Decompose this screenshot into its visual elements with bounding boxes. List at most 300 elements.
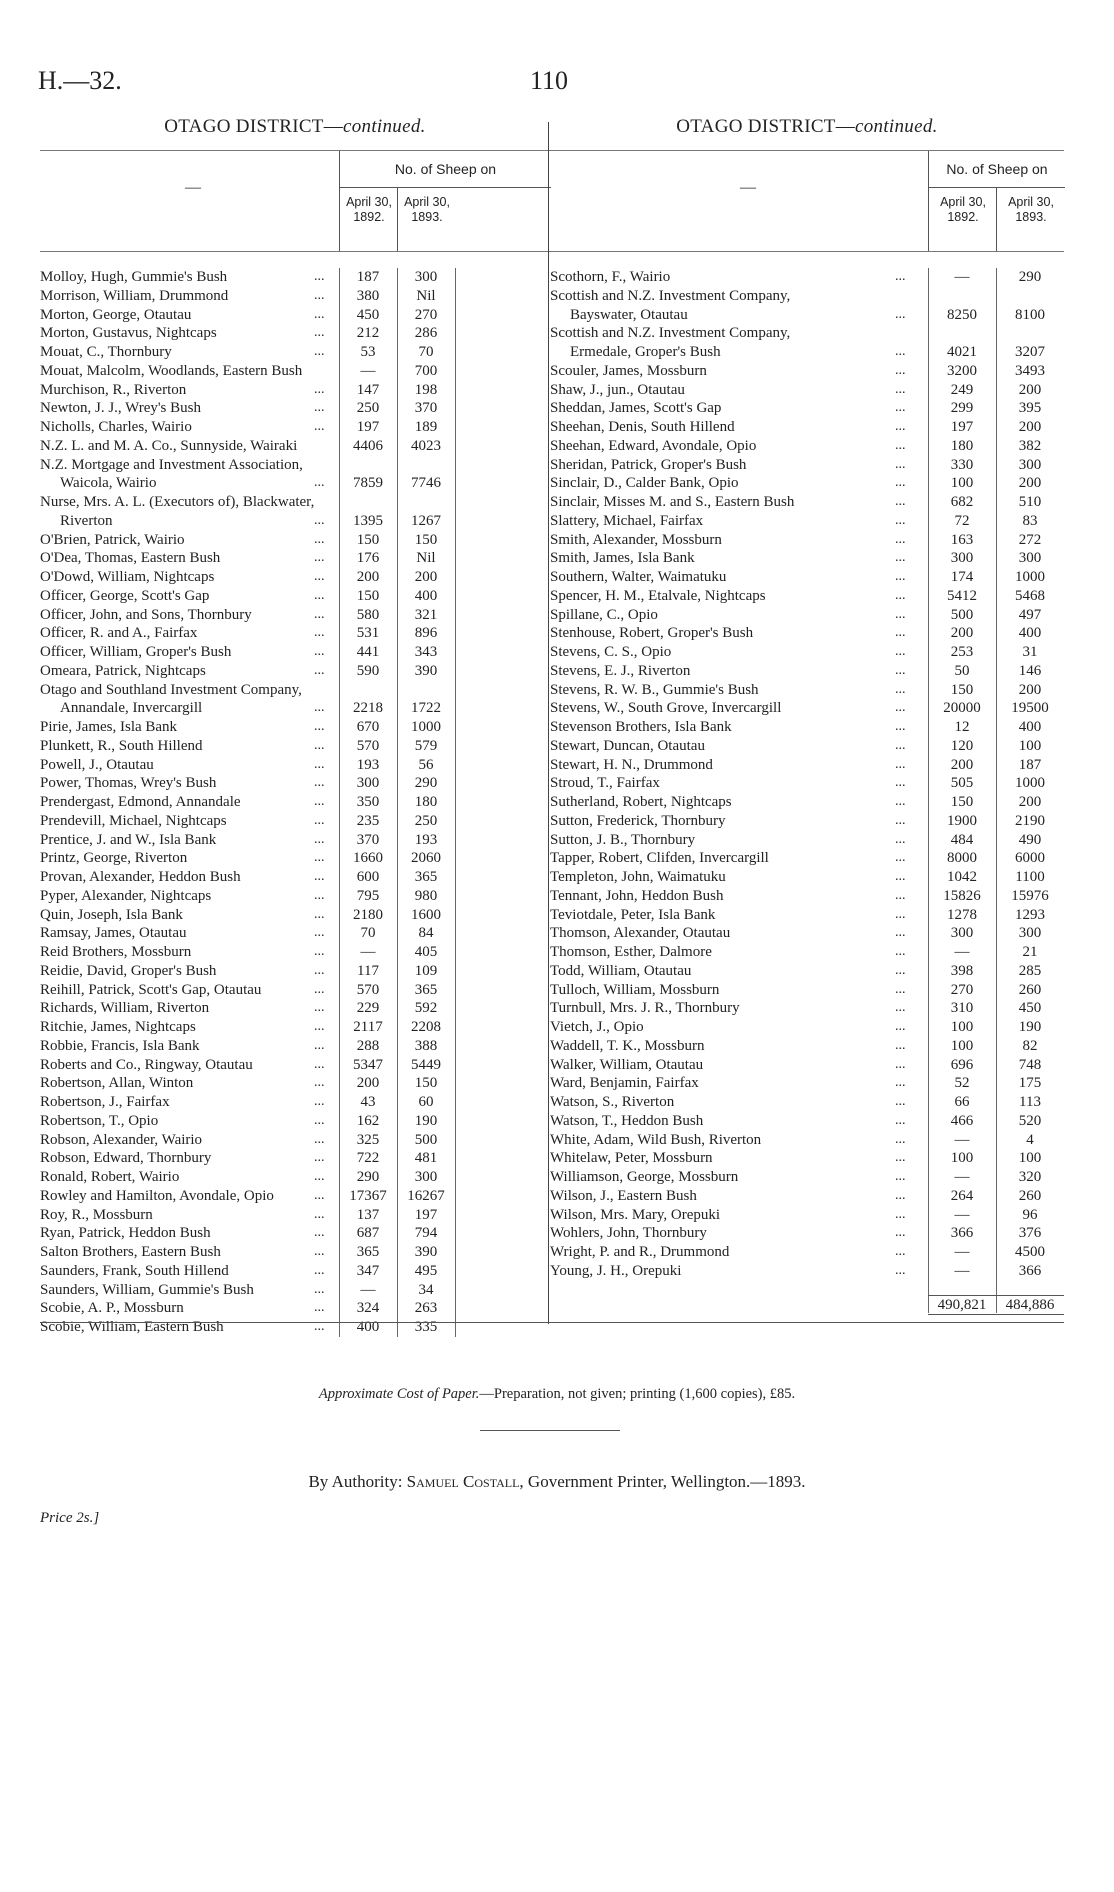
table-row bbox=[40, 1168, 550, 1187]
owner-name: Robbie, Francis, Isla Bank bbox=[40, 1037, 200, 1054]
owner-name: Power, Thomas, Wrey's Bush bbox=[40, 775, 217, 792]
sheep-1893: 2190 bbox=[1015, 812, 1045, 829]
owner-name: Officer, George, Scott's Gap bbox=[40, 587, 210, 604]
sheep-1893: 400 bbox=[1018, 625, 1042, 642]
sheep-1892: 290 bbox=[356, 1169, 380, 1185]
sheep-1892: 162 bbox=[356, 1112, 380, 1129]
owner-name: Officer, John, and Sons, Thornbury bbox=[40, 606, 252, 623]
sheep-1892: 682 bbox=[950, 494, 974, 510]
owner-name: Prendergast, Edmond, Annandale bbox=[40, 794, 241, 810]
table-row bbox=[40, 493, 550, 512]
sheep-1893: 405 bbox=[414, 944, 438, 960]
leader-dots: ... bbox=[314, 344, 325, 359]
table-row bbox=[40, 306, 550, 325]
owner-name: Wohlers, John, Thornbury bbox=[550, 1225, 707, 1242]
sheep-1893: 390 bbox=[414, 1244, 438, 1260]
table-row bbox=[40, 587, 550, 606]
sheep-1893: 180 bbox=[414, 794, 438, 810]
sheep-1892: 66 bbox=[954, 1094, 970, 1110]
table-row bbox=[40, 531, 550, 550]
sheep-1892: 200 bbox=[950, 625, 974, 642]
sheep-1892: 163 bbox=[950, 531, 974, 548]
sheep-1893: 113 bbox=[1019, 1094, 1041, 1110]
table-row bbox=[40, 681, 550, 700]
sheep-1893: 300 bbox=[1018, 925, 1042, 942]
sheep-1893: 390 bbox=[414, 662, 438, 679]
owner-name: White, Adam, Wild Bush, Riverton bbox=[550, 1131, 762, 1148]
owner-name: Young, J. H., Orepuki bbox=[550, 1262, 682, 1279]
leader-dots: ... bbox=[895, 831, 906, 847]
sheep-1893: 100 bbox=[1018, 737, 1042, 754]
owner-name: N.Z. L. and M. A. Co., Sunnyside, Wairaki bbox=[40, 437, 298, 454]
leader-dots: ... bbox=[314, 1319, 325, 1334]
owner-name: Morrison, William, Drummond bbox=[40, 287, 229, 304]
owner-name: Murchison, R., Riverton bbox=[40, 381, 187, 398]
owner-name: Annandale, Invercargill bbox=[60, 700, 203, 717]
sheep-1893: 321 bbox=[414, 606, 438, 623]
leader-dots: ... bbox=[314, 1262, 325, 1278]
table-row bbox=[40, 643, 550, 662]
sheep-1893: 366 bbox=[1018, 1262, 1042, 1279]
table-row bbox=[550, 868, 1064, 887]
owner-name: Spillane, C., Opio bbox=[550, 606, 658, 623]
sheep-1892: 43 bbox=[360, 1094, 376, 1110]
leader-dots: ... bbox=[314, 306, 325, 322]
leader-dots: ... bbox=[895, 1000, 906, 1016]
sheep-1893: 19500 bbox=[1011, 700, 1049, 717]
leader-dots: ... bbox=[314, 737, 325, 753]
leader-dots: ... bbox=[895, 1037, 906, 1053]
table-row bbox=[40, 662, 550, 681]
owner-name: Watson, S., Riverton bbox=[550, 1094, 675, 1110]
leader-dots: ... bbox=[895, 1075, 906, 1091]
table-row bbox=[550, 1093, 1064, 1112]
owner-name: Officer, R. and A., Fairfax bbox=[40, 625, 198, 642]
sheep-1893: 1000 bbox=[1015, 569, 1045, 585]
owner-name: Ramsay, James, Otautau bbox=[40, 925, 187, 942]
leader-dots: ... bbox=[895, 400, 906, 416]
sheep-1893: 388 bbox=[414, 1037, 438, 1054]
owner-name: Smith, James, Isla Bank bbox=[550, 550, 695, 567]
table-row bbox=[550, 1224, 1064, 1243]
sheep-1892: 120 bbox=[950, 737, 974, 754]
table-row bbox=[550, 999, 1064, 1018]
leader-dots: ... bbox=[314, 869, 325, 884]
leader-dots: ... bbox=[895, 662, 906, 678]
leader-dots: ... bbox=[895, 587, 906, 603]
owner-name: Ritchie, James, Nightcaps bbox=[40, 1019, 196, 1035]
sheep-1892: 137 bbox=[356, 1206, 380, 1223]
sheep-1893: 34 bbox=[418, 1281, 434, 1298]
table-row bbox=[40, 981, 550, 1000]
sheep-1892: 696 bbox=[950, 1056, 974, 1073]
table-row bbox=[550, 812, 1064, 831]
authority-line: By Authority: Samuel Costall, Government Printer, Wellington.—1893. bbox=[308, 1472, 806, 1491]
leader-dots: ... bbox=[314, 1150, 325, 1166]
leader-dots: ... bbox=[314, 1075, 325, 1091]
sheep-1893: 5449 bbox=[411, 1056, 441, 1073]
leader-dots: ... bbox=[314, 625, 325, 641]
sheep-1892: 299 bbox=[950, 400, 974, 417]
leader-dots: ... bbox=[314, 1112, 325, 1128]
table-row bbox=[550, 268, 1064, 287]
sheep-1893: 365 bbox=[414, 869, 438, 885]
owner-name: Stroud, T., Fairfax bbox=[550, 775, 660, 792]
table-row bbox=[550, 568, 1064, 587]
sheep-1893: 175 bbox=[1018, 1075, 1042, 1092]
owner-name: Thomson, Esther, Dalmore bbox=[550, 944, 712, 960]
owner-name: Nicholls, Charles, Wairio bbox=[40, 419, 192, 435]
owner-name: Sinclair, Misses M. and S., Eastern Bush bbox=[550, 494, 795, 510]
leader-dots: ... bbox=[314, 1225, 325, 1241]
col-1893-header: April 30, 1893. bbox=[996, 187, 1065, 251]
leader-dots: ... bbox=[314, 906, 325, 922]
owner-name: Stewart, H. N., Drummond bbox=[550, 756, 713, 773]
owner-name: Sinclair, D., Calder Bank, Opio bbox=[550, 475, 739, 492]
table-row bbox=[40, 1074, 550, 1093]
sheep-1892: 4406 bbox=[353, 437, 383, 454]
sheep-1892: 53 bbox=[360, 344, 376, 360]
sheep-1892: 70 bbox=[360, 925, 376, 942]
leader-dots: ... bbox=[895, 1262, 906, 1278]
table-row bbox=[40, 399, 550, 418]
sheep-1893: 200 bbox=[1018, 381, 1042, 398]
owner-name: Sheddan, James, Scott's Gap bbox=[550, 400, 722, 417]
leader-dots: ... bbox=[895, 381, 906, 397]
sheep-1893: 2060 bbox=[411, 850, 441, 867]
leader-dots: ... bbox=[895, 569, 906, 584]
sheep-1893: 200 bbox=[1018, 419, 1042, 435]
sheep-1893: 700 bbox=[414, 362, 438, 379]
owner-name: Turnbull, Mrs. J. R., Thornbury bbox=[550, 1000, 740, 1017]
total-1892: 490,821 bbox=[928, 1295, 996, 1316]
sheep-1892: — bbox=[954, 1169, 970, 1185]
table-row bbox=[550, 624, 1064, 643]
leader-dots: ... bbox=[314, 981, 325, 997]
table-row bbox=[40, 1299, 550, 1318]
table-row bbox=[40, 718, 550, 737]
sheep-1892: 50 bbox=[954, 662, 970, 679]
sheep-1893: 200 bbox=[1018, 475, 1042, 492]
owner-name: Shaw, J., jun., Otautau bbox=[550, 381, 685, 398]
district-heading: OTAGO DISTRICT—continued. bbox=[676, 116, 938, 137]
leader-dots: ... bbox=[895, 700, 906, 716]
sheep-1892: 100 bbox=[950, 1019, 974, 1035]
sheep-1893: 4 bbox=[1026, 1131, 1034, 1148]
sheep-1893: 250 bbox=[414, 812, 438, 829]
leader-dots: ... bbox=[314, 1281, 325, 1297]
owner-name: Newton, J. J., Wrey's Bush bbox=[40, 400, 201, 417]
table-row bbox=[550, 981, 1064, 1000]
sheep-1892: 722 bbox=[356, 1150, 380, 1167]
sheep-1893: 370 bbox=[414, 400, 438, 417]
owner-name: Sheridan, Patrick, Groper's Bush bbox=[550, 456, 747, 473]
leader-dots: ... bbox=[314, 756, 325, 772]
table-row bbox=[40, 831, 550, 850]
table-body bbox=[40, 268, 550, 1337]
leader-dots: ... bbox=[314, 887, 325, 903]
table-row bbox=[40, 268, 550, 287]
owner-name: Smith, Alexander, Mossburn bbox=[550, 531, 722, 548]
owner-name: Richards, William, Riverton bbox=[40, 1000, 210, 1017]
owner-name: Stevenson Brothers, Isla Bank bbox=[550, 719, 732, 735]
leader-dots: ... bbox=[895, 1187, 906, 1203]
leader-dots: ... bbox=[314, 794, 325, 809]
table-row bbox=[550, 737, 1064, 756]
sheep-1892: 8250 bbox=[947, 306, 977, 323]
sheep-1892: 2218 bbox=[353, 700, 383, 717]
sheep-1892: 347 bbox=[356, 1262, 380, 1279]
table-row bbox=[40, 962, 550, 981]
total-1893: 484,886 bbox=[996, 1295, 1064, 1316]
table-row bbox=[40, 437, 550, 456]
table-row bbox=[550, 381, 1064, 400]
sheep-1893: 198 bbox=[414, 381, 438, 398]
table-row bbox=[550, 1018, 1064, 1037]
table-row bbox=[40, 1224, 550, 1243]
sheep-1893: 189 bbox=[414, 419, 438, 435]
table-row bbox=[550, 1187, 1064, 1206]
table-header bbox=[550, 150, 1064, 252]
table-row bbox=[40, 868, 550, 887]
name-column-header: — bbox=[740, 179, 756, 196]
leader-dots: ... bbox=[314, 569, 325, 584]
sheep-1893: 300 bbox=[1018, 550, 1042, 567]
owner-name: Robertson, T., Opio bbox=[40, 1112, 159, 1129]
sheep-1892: 193 bbox=[356, 756, 380, 773]
cost-footnote bbox=[0, 1386, 1114, 1403]
sheep-1892: 187 bbox=[356, 269, 380, 285]
owner-name: Scouler, James, Mossburn bbox=[550, 362, 707, 379]
sheep-1893: 146 bbox=[1018, 662, 1042, 679]
sheep-1892: 5347 bbox=[353, 1056, 383, 1073]
sheep-1892: 200 bbox=[356, 1075, 380, 1092]
leader-dots: ... bbox=[314, 662, 325, 678]
sheep-1893: 260 bbox=[1018, 1187, 1042, 1204]
sheep-1892: 52 bbox=[954, 1075, 970, 1092]
sheep-1892: — bbox=[360, 362, 376, 379]
sheep-1892: — bbox=[954, 944, 970, 960]
footnote-text: —Preparation, not given; printing (1,600 copies), £85. bbox=[479, 1386, 796, 1402]
owner-name: Riverton bbox=[60, 512, 113, 529]
sheep-1893: 4500 bbox=[1015, 1244, 1045, 1260]
right-table bbox=[550, 112, 1064, 1313]
sheep-1893: 400 bbox=[1018, 719, 1042, 735]
sheep-1892: 300 bbox=[950, 925, 974, 942]
leader-dots: ... bbox=[314, 700, 325, 716]
sheep-1893: 82 bbox=[1022, 1037, 1038, 1054]
sheep-1892: 200 bbox=[950, 756, 974, 773]
table-row bbox=[550, 456, 1064, 475]
leader-dots: ... bbox=[314, 381, 325, 397]
owner-name: Ward, Benjamin, Fairfax bbox=[550, 1075, 699, 1092]
sheep-1892: 5412 bbox=[947, 587, 977, 604]
owner-name: Mouat, Malcolm, Woodlands, Eastern Bush bbox=[40, 362, 303, 379]
sheep-1892: — bbox=[954, 269, 970, 285]
sheep-1893: 382 bbox=[1018, 437, 1042, 454]
sheep-1893: 450 bbox=[1018, 1000, 1042, 1017]
leader-dots: ... bbox=[895, 437, 906, 453]
leader-dots: ... bbox=[314, 1244, 325, 1259]
sheep-1892: 324 bbox=[356, 1300, 380, 1317]
table-row bbox=[550, 662, 1064, 681]
owner-name: Stevens, E. J., Riverton bbox=[550, 662, 691, 679]
leader-dots: ... bbox=[895, 737, 906, 753]
table-row bbox=[550, 1074, 1064, 1093]
sheep-1893: 290 bbox=[414, 775, 438, 792]
table-row bbox=[550, 962, 1064, 981]
sheep-1892: 117 bbox=[357, 962, 379, 979]
leader-dots: ... bbox=[895, 944, 906, 959]
table-row bbox=[550, 887, 1064, 906]
table-row bbox=[550, 831, 1064, 850]
sheep-1893: 1100 bbox=[1015, 869, 1045, 885]
owner-name: Scobie, William, Eastern Bush bbox=[40, 1319, 224, 1335]
table-row bbox=[40, 1149, 550, 1168]
owner-name: Sheehan, Edward, Avondale, Opio bbox=[550, 437, 757, 454]
district-heading: OTAGO DISTRICT—continued. bbox=[164, 116, 426, 137]
owner-name: Ryan, Patrick, Heddon Bush bbox=[40, 1225, 211, 1242]
sheep-1892: — bbox=[360, 944, 376, 960]
table-row bbox=[550, 549, 1064, 568]
sheep-1892: 264 bbox=[950, 1187, 974, 1204]
leader-dots: ... bbox=[314, 1131, 325, 1147]
table-row bbox=[550, 1131, 1064, 1150]
sheep-1893: 748 bbox=[1018, 1056, 1042, 1073]
owner-name: Scottish and N.Z. Investment Company, bbox=[550, 325, 791, 342]
sheep-1893: 495 bbox=[414, 1262, 438, 1279]
owner-name: Quin, Joseph, Isla Bank bbox=[40, 906, 183, 923]
owner-name: Ermedale, Groper's Bush bbox=[570, 344, 721, 360]
owner-name: Watson, T., Heddon Bush bbox=[550, 1112, 704, 1129]
owner-name: Thomson, Alexander, Otautau bbox=[550, 925, 731, 942]
sheep-1893: 335 bbox=[414, 1319, 438, 1335]
table-row bbox=[40, 1243, 550, 1262]
sheep-1893: 150 bbox=[414, 1075, 438, 1092]
table-row bbox=[550, 399, 1064, 418]
table-row bbox=[40, 1056, 550, 1075]
table-row bbox=[40, 1018, 550, 1037]
table-row bbox=[40, 1093, 550, 1112]
table-row bbox=[40, 793, 550, 812]
sheep-1893: 320 bbox=[1018, 1169, 1042, 1185]
table-row bbox=[550, 793, 1064, 812]
sheep-1892: 147 bbox=[356, 381, 380, 398]
leader-dots: ... bbox=[895, 1131, 906, 1147]
table-row bbox=[550, 287, 1064, 306]
sheep-1892: 20000 bbox=[943, 700, 981, 717]
owner-name: Wright, P. and R., Drummond bbox=[550, 1244, 730, 1260]
sheep-1893: 395 bbox=[1018, 400, 1042, 417]
sheep-1892: 1660 bbox=[353, 850, 383, 867]
owner-name: Omeara, Patrick, Nightcaps bbox=[40, 662, 206, 679]
sheep-1892: 174 bbox=[950, 569, 974, 585]
table-row bbox=[40, 1037, 550, 1056]
owner-name: Teviotdale, Peter, Isla Bank bbox=[550, 906, 716, 923]
owner-name: Robertson, Allan, Winton bbox=[40, 1075, 194, 1092]
table-row bbox=[550, 1206, 1064, 1225]
sheep-1893: 1722 bbox=[411, 700, 441, 717]
owner-name: Roberts and Co., Ringway, Otautau bbox=[40, 1056, 253, 1073]
table-row bbox=[40, 1131, 550, 1150]
col-1892-header: April 30, 1892. bbox=[339, 187, 398, 251]
table-row bbox=[40, 1281, 550, 1300]
leader-dots: ... bbox=[895, 1150, 906, 1166]
table-row bbox=[550, 906, 1064, 925]
leader-dots: ... bbox=[314, 925, 325, 941]
sheep-1892: 180 bbox=[950, 437, 974, 454]
sheep-1892: — bbox=[954, 1244, 970, 1260]
sheep-1893: 1267 bbox=[411, 512, 441, 529]
owner-name: Scothorn, F., Wairio bbox=[550, 269, 671, 285]
sheep-1893: 8100 bbox=[1015, 306, 1045, 323]
table-row bbox=[550, 1262, 1064, 1281]
table-bottom-rule bbox=[40, 1322, 1064, 1323]
owner-name: Reidie, David, Groper's Bush bbox=[40, 962, 217, 979]
leader-dots: ... bbox=[895, 812, 906, 828]
sheep-1893: 794 bbox=[414, 1225, 438, 1242]
table-row bbox=[40, 624, 550, 643]
owner-name: Reihill, Patrick, Scott's Gap, Otautau bbox=[40, 981, 262, 998]
sheep-1893: 376 bbox=[1018, 1225, 1042, 1242]
table-row bbox=[40, 737, 550, 756]
sheep-1892: 150 bbox=[950, 794, 974, 810]
sheep-1893: 190 bbox=[414, 1112, 438, 1129]
sheep-1892: 687 bbox=[356, 1225, 380, 1242]
owner-name: Plunkett, R., South Hillend bbox=[40, 737, 203, 754]
sheep-1893: 96 bbox=[1022, 1206, 1038, 1223]
leader-dots: ... bbox=[895, 981, 906, 997]
sheep-1893: 200 bbox=[414, 569, 438, 585]
col-1893-header: April 30, 1893. bbox=[397, 187, 456, 251]
sheep-1893: 60 bbox=[418, 1094, 434, 1110]
owner-name: Stevens, W., South Grove, Invercargill bbox=[550, 700, 782, 717]
sheep-1893: 260 bbox=[1018, 981, 1042, 998]
owner-name: Robson, Edward, Thornbury bbox=[40, 1150, 212, 1167]
owner-name: Robertson, J., Fairfax bbox=[40, 1094, 170, 1110]
table-row bbox=[550, 943, 1064, 962]
sheep-1893: 100 bbox=[1018, 1150, 1042, 1167]
owner-name: Printz, George, Riverton bbox=[40, 850, 188, 867]
sheep-1893: 1000 bbox=[1015, 775, 1045, 792]
table-row bbox=[550, 362, 1064, 381]
owner-name: Waddell, T. K., Mossburn bbox=[550, 1037, 705, 1054]
owner-name: Bayswater, Otautau bbox=[570, 306, 688, 323]
table-row bbox=[40, 512, 550, 531]
table-row bbox=[40, 1206, 550, 1225]
leader-dots: ... bbox=[895, 1094, 906, 1109]
sheep-1893: 70 bbox=[418, 344, 434, 360]
sheep-1892: 2180 bbox=[353, 906, 383, 923]
leader-dots: ... bbox=[895, 550, 906, 566]
leader-dots: ... bbox=[314, 1000, 325, 1016]
sheep-1892: — bbox=[954, 1206, 970, 1223]
owner-name: Waicola, Wairio bbox=[60, 475, 157, 492]
table-row bbox=[550, 512, 1064, 531]
table-row bbox=[550, 924, 1064, 943]
owner-name: Pyper, Alexander, Nightcaps bbox=[40, 887, 212, 904]
sheep-1892: 176 bbox=[356, 550, 380, 567]
table-row bbox=[40, 887, 550, 906]
owner-name: Scottish and N.Z. Investment Company, bbox=[550, 287, 791, 304]
page-reference: H.—32. bbox=[38, 66, 122, 95]
sheep-1893: 1000 bbox=[411, 719, 441, 735]
leader-dots: ... bbox=[895, 1244, 906, 1259]
table-row bbox=[550, 643, 1064, 662]
sheep-1892: 450 bbox=[356, 306, 380, 323]
leader-dots: ... bbox=[895, 1169, 906, 1184]
sheep-1892: 500 bbox=[950, 606, 974, 623]
